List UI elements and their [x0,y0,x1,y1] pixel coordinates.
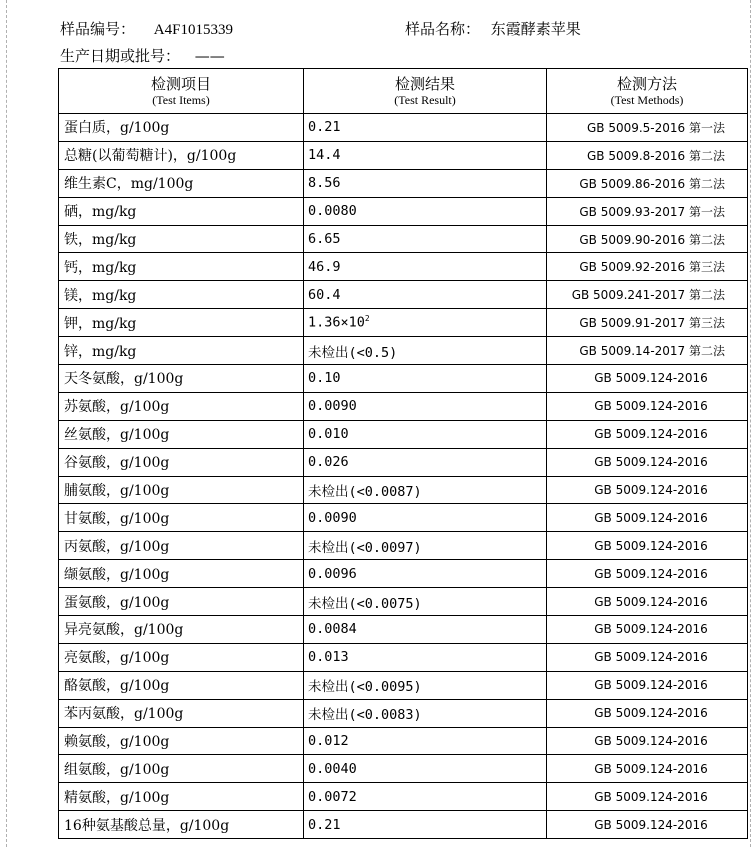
batch-label: 生产日期或批号： [60,47,181,65]
test-result-value: 0.0090 [308,398,357,415]
test-result [304,588,547,616]
test-item: 维生素C，mg/100g [59,169,304,197]
test-result [304,699,547,727]
table-row [59,532,748,560]
table-row [59,643,748,671]
result-exponent: 2 [364,314,370,324]
test-method: GB 5009.92-2016 第三法 [547,253,748,281]
test-item: 天冬氨酸，g/100g [59,365,304,393]
table-row [59,588,748,616]
test-method: GB 5009.5-2016 第一法 [547,114,748,142]
test-result [304,197,547,225]
test-item: 锌，mg/kg [59,337,304,365]
test-method: GB 5009.124-2016 [547,643,748,671]
table-row [59,755,748,783]
test-item: 铁，mg/kg [59,225,304,253]
test-result-value: 未检出(<0.0087) [308,484,422,501]
sample-number-label: 样品编号： [60,20,136,38]
test-method: GB 5009.124-2016 [547,783,748,811]
test-result [304,616,547,644]
test-result-value: 未检出(<0.0083) [308,707,422,724]
test-item: 蛋白质，g/100g [59,114,304,142]
test-method: GB 5009.124-2016 [547,560,748,588]
table-row [59,114,748,142]
test-result [304,755,547,783]
test-item: 镁，mg/kg [59,281,304,309]
test-method: GB 5009.124-2016 [547,448,748,476]
test-method: GB 5009.241-2017 第二法 [547,281,748,309]
table-row [59,365,748,393]
test-item: 酪氨酸，g/100g [59,671,304,699]
header-zh: 检测项目 [150,75,211,93]
header-en: (Test Items) [152,93,210,107]
test-item: 蛋氨酸，g/100g [59,588,304,616]
test-result [304,365,547,393]
test-result [304,727,547,755]
sample-name-line [405,18,581,39]
test-result [304,448,547,476]
test-method: GB 5009.8-2016 第二法 [547,141,748,169]
test-result-value: 未检出(<0.5) [308,344,398,361]
batch-value: —— [194,47,225,65]
header-en: (Test Methods) [610,93,684,107]
test-method: GB 5009.124-2016 [547,476,748,504]
test-method: GB 5009.124-2016 [547,616,748,644]
test-result-value: 0.0072 [308,788,357,805]
test-result-value: 46.9 [308,258,341,275]
table-row [59,783,748,811]
table-row [59,169,748,197]
test-result-value: 0.0096 [308,565,357,582]
test-item: 精氨酸，g/100g [59,783,304,811]
test-result [304,643,547,671]
test-result-value: 0.026 [308,454,349,471]
table-row [59,337,748,365]
test-item: 16种氨基酸总量，g/100g [59,811,304,839]
test-result [304,309,547,337]
test-result [304,476,547,504]
test-result [304,420,547,448]
test-method: GB 5009.124-2016 [547,588,748,616]
test-item: 脯氨酸，g/100g [59,476,304,504]
table-row [59,671,748,699]
table-row [59,504,748,532]
test-result-value: 1.36×10 [308,314,365,331]
table-row [59,560,748,588]
test-result-value: 0.013 [308,649,349,666]
test-method: GB 5009.124-2016 [547,727,748,755]
test-result-value: 未检出(<0.0095) [308,679,422,696]
sample-name-label: 样品名称： [405,20,481,38]
test-method: GB 5009.14-2017 第二法 [547,337,748,365]
table-row [59,727,748,755]
header-en: (Test Result) [394,93,456,107]
table-header-row [59,69,748,114]
test-result [304,783,547,811]
test-result [304,560,547,588]
table-row [59,141,748,169]
test-result [304,114,547,142]
table-row [59,281,748,309]
sample-number-line [60,18,233,39]
header-test-items [59,69,304,114]
sample-name: 东霞酵素苹果 [490,20,581,38]
test-results-table [58,68,748,839]
test-item: 谷氨酸，g/100g [59,448,304,476]
test-method: GB 5009.124-2016 [547,811,748,839]
test-result [304,281,547,309]
table-row [59,197,748,225]
test-method: GB 5009.124-2016 [547,392,748,420]
test-result-value: 6.65 [308,231,341,247]
test-result-value: 0.012 [308,733,349,750]
test-result [304,225,547,253]
test-item: 甘氨酸，g/100g [59,504,304,532]
table-row [59,253,748,281]
test-result-value: 0.0080 [308,203,357,220]
test-result [304,337,547,365]
test-method: GB 5009.124-2016 [547,504,748,532]
header-zh: 检测方法 [616,75,677,93]
test-item: 丙氨酸，g/100g [59,532,304,560]
header-zh: 检测结果 [394,75,455,93]
test-item: 组氨酸，g/100g [59,755,304,783]
test-result-value: 0.0040 [308,760,357,777]
test-method: GB 5009.124-2016 [547,532,748,560]
test-method: GB 5009.90-2016 第二法 [547,225,748,253]
table-row [59,448,748,476]
test-item: 钙，mg/kg [59,253,304,281]
test-method: GB 5009.86-2016 第二法 [547,169,748,197]
header-test-result [304,69,547,114]
test-result-value: 0.0084 [308,621,357,638]
test-result-value: 14.4 [308,147,341,164]
test-result [304,532,547,560]
test-item: 丝氨酸，g/100g [59,420,304,448]
table-row [59,616,748,644]
test-result-value: 8.56 [308,175,341,192]
table-row [59,476,748,504]
test-result [304,253,547,281]
test-result [304,392,547,420]
test-method: GB 5009.91-2017 第三法 [547,309,748,337]
sample-number: A4F1015339 [153,22,233,38]
test-result-value: 0.10 [308,370,341,387]
header-test-methods [547,69,748,114]
test-item: 亮氨酸，g/100g [59,643,304,671]
test-result [304,504,547,532]
test-method: GB 5009.124-2016 [547,420,748,448]
test-result-value: 未检出(<0.0097) [308,539,422,556]
test-result-value: 60.4 [308,286,341,303]
test-item: 缬氨酸，g/100g [59,560,304,588]
test-item: 钾，mg/kg [59,309,304,337]
test-method: GB 5009.124-2016 [547,755,748,783]
test-item: 总糖(以葡萄糖计)，g/100g [59,141,304,169]
test-result-value: 0.010 [308,426,349,443]
test-method: GB 5009.93-2017 第一法 [547,197,748,225]
test-item: 苯丙氨酸，g/100g [59,699,304,727]
test-method: GB 5009.124-2016 [547,699,748,727]
test-item: 异亮氨酸，g/100g [59,616,304,644]
batch-line [60,45,225,66]
test-method: GB 5009.124-2016 [547,671,748,699]
test-method: GB 5009.124-2016 [547,365,748,393]
table-row [59,309,748,337]
table-row [59,392,748,420]
test-result [304,141,547,169]
test-result-value: 0.0090 [308,509,357,526]
test-result [304,671,547,699]
table-row [59,699,748,727]
test-item: 苏氨酸，g/100g [59,392,304,420]
table-row [59,225,748,253]
table-row [59,811,748,839]
test-item: 赖氨酸，g/100g [59,727,304,755]
test-result [304,169,547,197]
test-item: 硒，mg/kg [59,197,304,225]
test-result-value: 0.21 [308,119,341,136]
test-result-value: 未检出(<0.0075) [308,595,422,612]
test-result [304,811,547,839]
test-result-value: 0.21 [308,816,341,833]
table-row [59,420,748,448]
